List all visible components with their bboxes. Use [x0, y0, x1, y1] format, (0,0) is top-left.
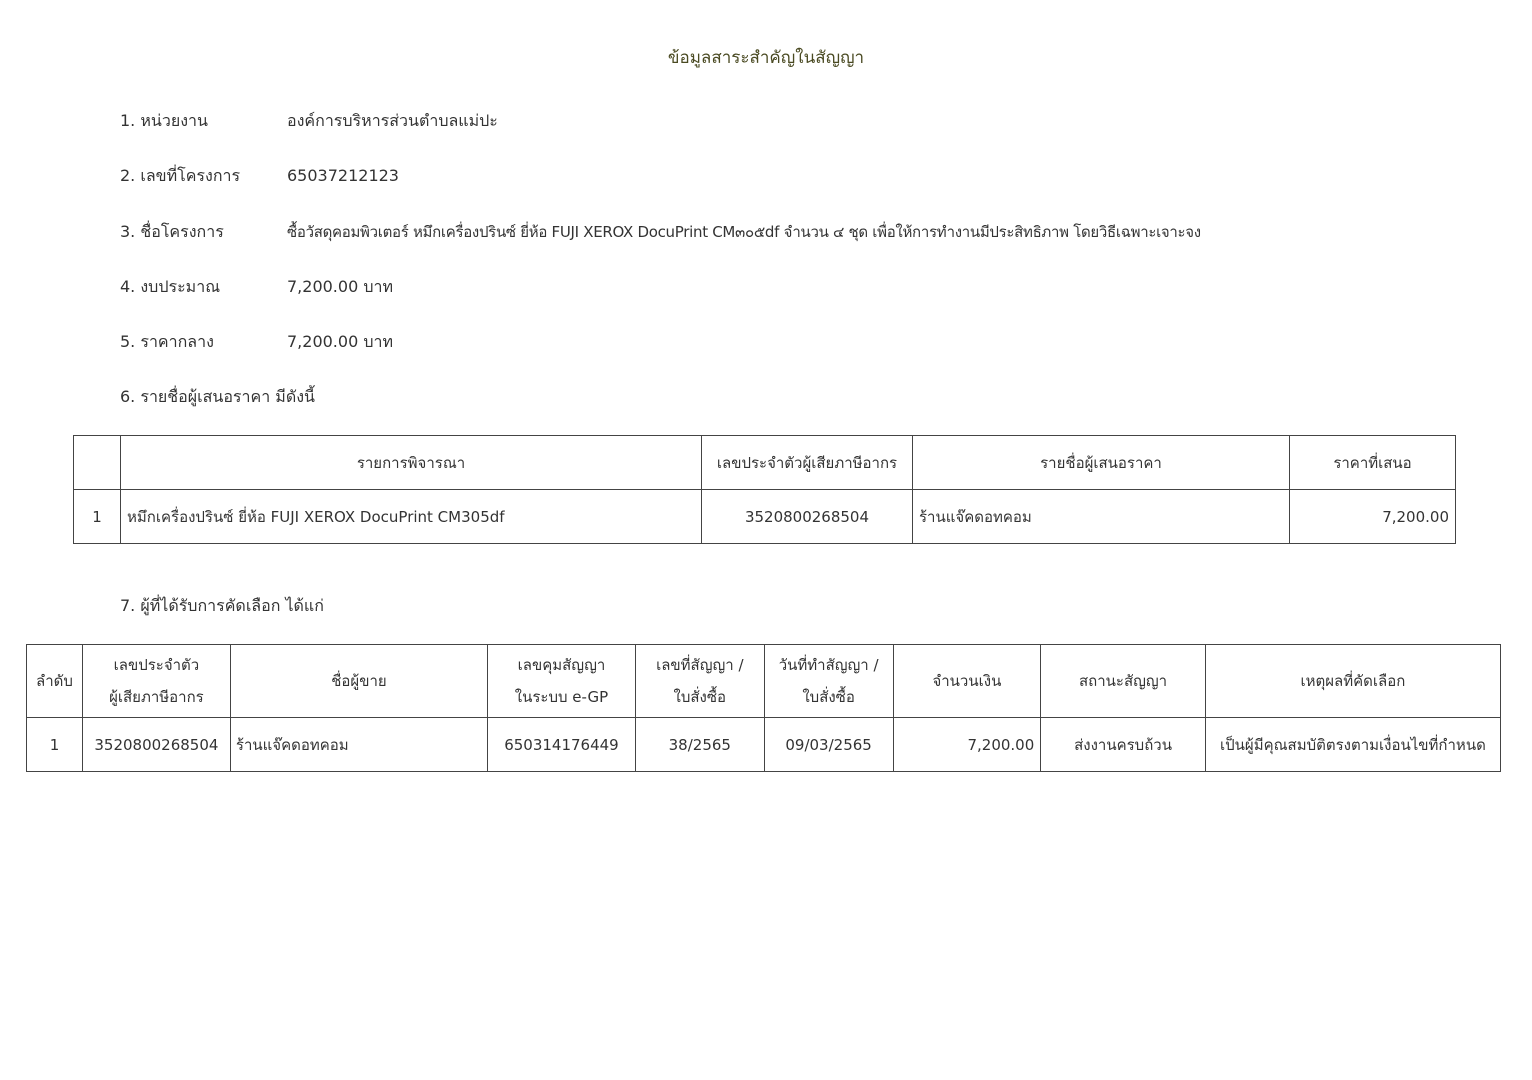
cell-status: ส่งงานครบถ้วน [1041, 718, 1206, 772]
field-label: 3. ชื่อโครงการ [120, 222, 224, 241]
header-line: เลขประจำตัว [113, 656, 200, 674]
header-line: วันที่ทำสัญญา / [778, 656, 879, 674]
header-line: เลขคุมสัญญา [517, 656, 606, 674]
field-value: 65037212123 [287, 166, 399, 185]
field-label: 4. งบประมาณ [120, 277, 221, 296]
field-project-name [120, 220, 1201, 245]
table-header-row [27, 645, 1501, 718]
table-row [74, 490, 1456, 544]
column-header-tax-id: เลขประจำตัวผู้เสียภาษีอากร [702, 436, 913, 490]
cell-reason: เป็นผู้มีคุณสมบัติตรงตามเงื่อนไขที่กำหนด [1205, 718, 1500, 772]
cell-tax-id: 3520800268504 [82, 718, 230, 772]
bidders-heading: 6. รายชื่อผู้เสนอราคา มีดังนี้ [120, 387, 315, 406]
cell-egp-no: 650314176449 [488, 718, 636, 772]
column-header-no [74, 436, 121, 490]
column-header-tax-id [82, 645, 230, 718]
field-label: 1. หน่วยงาน [120, 111, 208, 130]
field-value: ซื้อวัสดุคอมพิวเตอร์ หมึกเครื่องปรินซ์ ยี่ห้อ FUJI XEROX DocuPrint CM๓๐๕df จำนวน ๔ ชุด เพื่อให้การทำงานมีประสิทธิภาพ โดยวิธีเฉพาะเจาะจง [287, 223, 1201, 241]
winners-heading: 7. ผู้ที่ได้รับการคัดเลือก ได้แก่ [120, 596, 324, 615]
column-header-price: ราคาที่เสนอ [1290, 436, 1456, 490]
column-header-seller: ชื่อผู้ขาย [230, 645, 487, 718]
field-value: องค์การบริหารส่วนตำบลแม่ปะ [287, 111, 498, 130]
column-header-amount: จำนวนเงิน [893, 645, 1041, 718]
field-value: 7,200.00 บาท [287, 277, 394, 296]
column-header-order: ลำดับ [27, 645, 83, 718]
header-line: ใบสั่งซื้อ [673, 688, 727, 706]
cell-amount: 7,200.00 [893, 718, 1041, 772]
table-header-row [74, 436, 1456, 490]
cell-contract-no: 38/2565 [635, 718, 764, 772]
cell-item: หมึกเครื่องปรินซ์ ยี่ห้อ FUJI XEROX DocuPrint CM305df [121, 490, 702, 544]
header-line: เลขที่สัญญา / [656, 656, 744, 674]
column-header-reason: เหตุผลที่คัดเลือก [1205, 645, 1500, 718]
column-header-bidder: รายชื่อผู้เสนอราคา [913, 436, 1290, 490]
field-value: 7,200.00 บาท [287, 332, 394, 351]
cell-order: 1 [27, 718, 83, 772]
page-title: ข้อมูลสาระสำคัญในสัญญา [667, 48, 865, 68]
cell-tax-id: 3520800268504 [702, 490, 913, 544]
cell-contract-date: 09/03/2565 [764, 718, 893, 772]
cell-seller: ร้านแจ๊คดอทคอม [230, 718, 487, 772]
winners-table [26, 644, 1501, 772]
cell-bidder: ร้านแจ๊คดอทคอม [913, 490, 1290, 544]
field-budget [120, 275, 393, 300]
bidders-table [73, 435, 1456, 544]
column-header-contract-date [764, 645, 893, 718]
field-median-price [120, 330, 393, 355]
field-agency [120, 109, 498, 134]
header-line: ผู้เสียภาษีอากร [109, 688, 204, 706]
header-line: ในระบบ e-GP [514, 688, 609, 706]
column-header-egp [488, 645, 636, 718]
cell-no: 1 [74, 490, 121, 544]
column-header-contract-no [635, 645, 764, 718]
column-header-status: สถานะสัญญา [1041, 645, 1206, 718]
header-line: ใบสั่งซื้อ [802, 688, 855, 706]
field-label: 2. เลขที่โครงการ [120, 166, 241, 185]
column-header-item: รายการพิจารณา [121, 436, 702, 490]
cell-price: 7,200.00 [1290, 490, 1456, 544]
field-label: 5. ราคากลาง [120, 332, 214, 351]
table-row [27, 718, 1501, 772]
field-project-number [120, 164, 399, 189]
